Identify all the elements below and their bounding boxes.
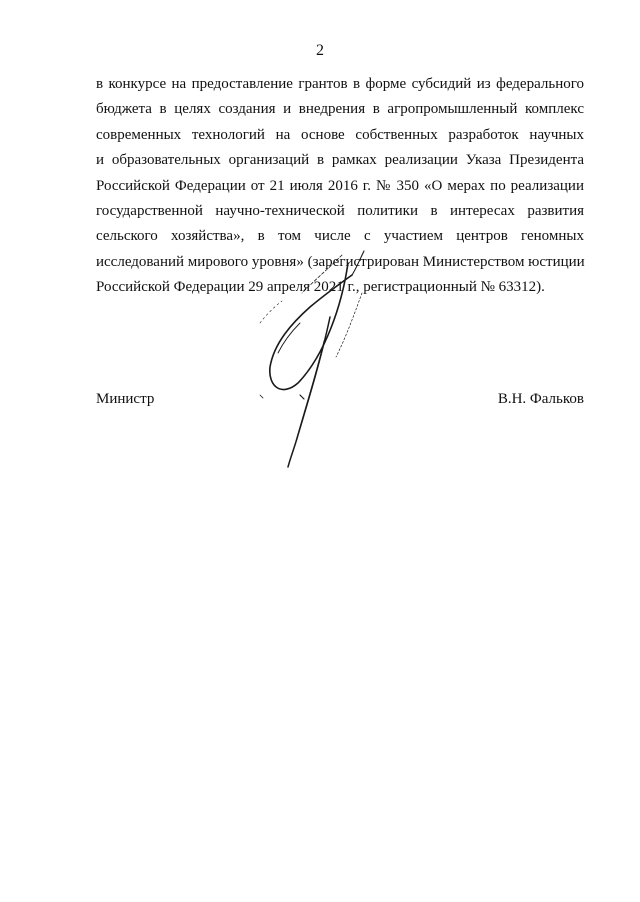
body-line: Российской Федерации от 21 июля 2016 г. № 350 «О мерах по реализации [96, 177, 584, 194]
handwritten-signature [230, 245, 380, 475]
body-line: современных технологий на основе собственных разработок научных [96, 126, 584, 143]
body-line: Российской Федерации 29 апреля 2021 г., регистрационный № 63312). [96, 279, 545, 296]
page-number: 2 [316, 42, 324, 59]
body-line: в конкурсе на предоставление грантов в форме субсидий из федерального [96, 76, 584, 92]
body-line: государственной научно-технической политики в интересах развития [96, 202, 584, 219]
body-line: исследований мирового уровня» (зарегистрирован Министерством юстиции [96, 253, 585, 270]
body-line: и образовательных организаций в рамках реализации Указа Президента [96, 152, 584, 169]
body-line: сельского хозяйства», в том числе с участием центров геномных [96, 228, 584, 245]
signatory-title: Министр [96, 391, 155, 407]
body-line: бюджета в целях создания и внедрения в агропромышленный комплекс [96, 101, 584, 118]
signatory-name: В.Н. Фальков [497, 391, 584, 407]
